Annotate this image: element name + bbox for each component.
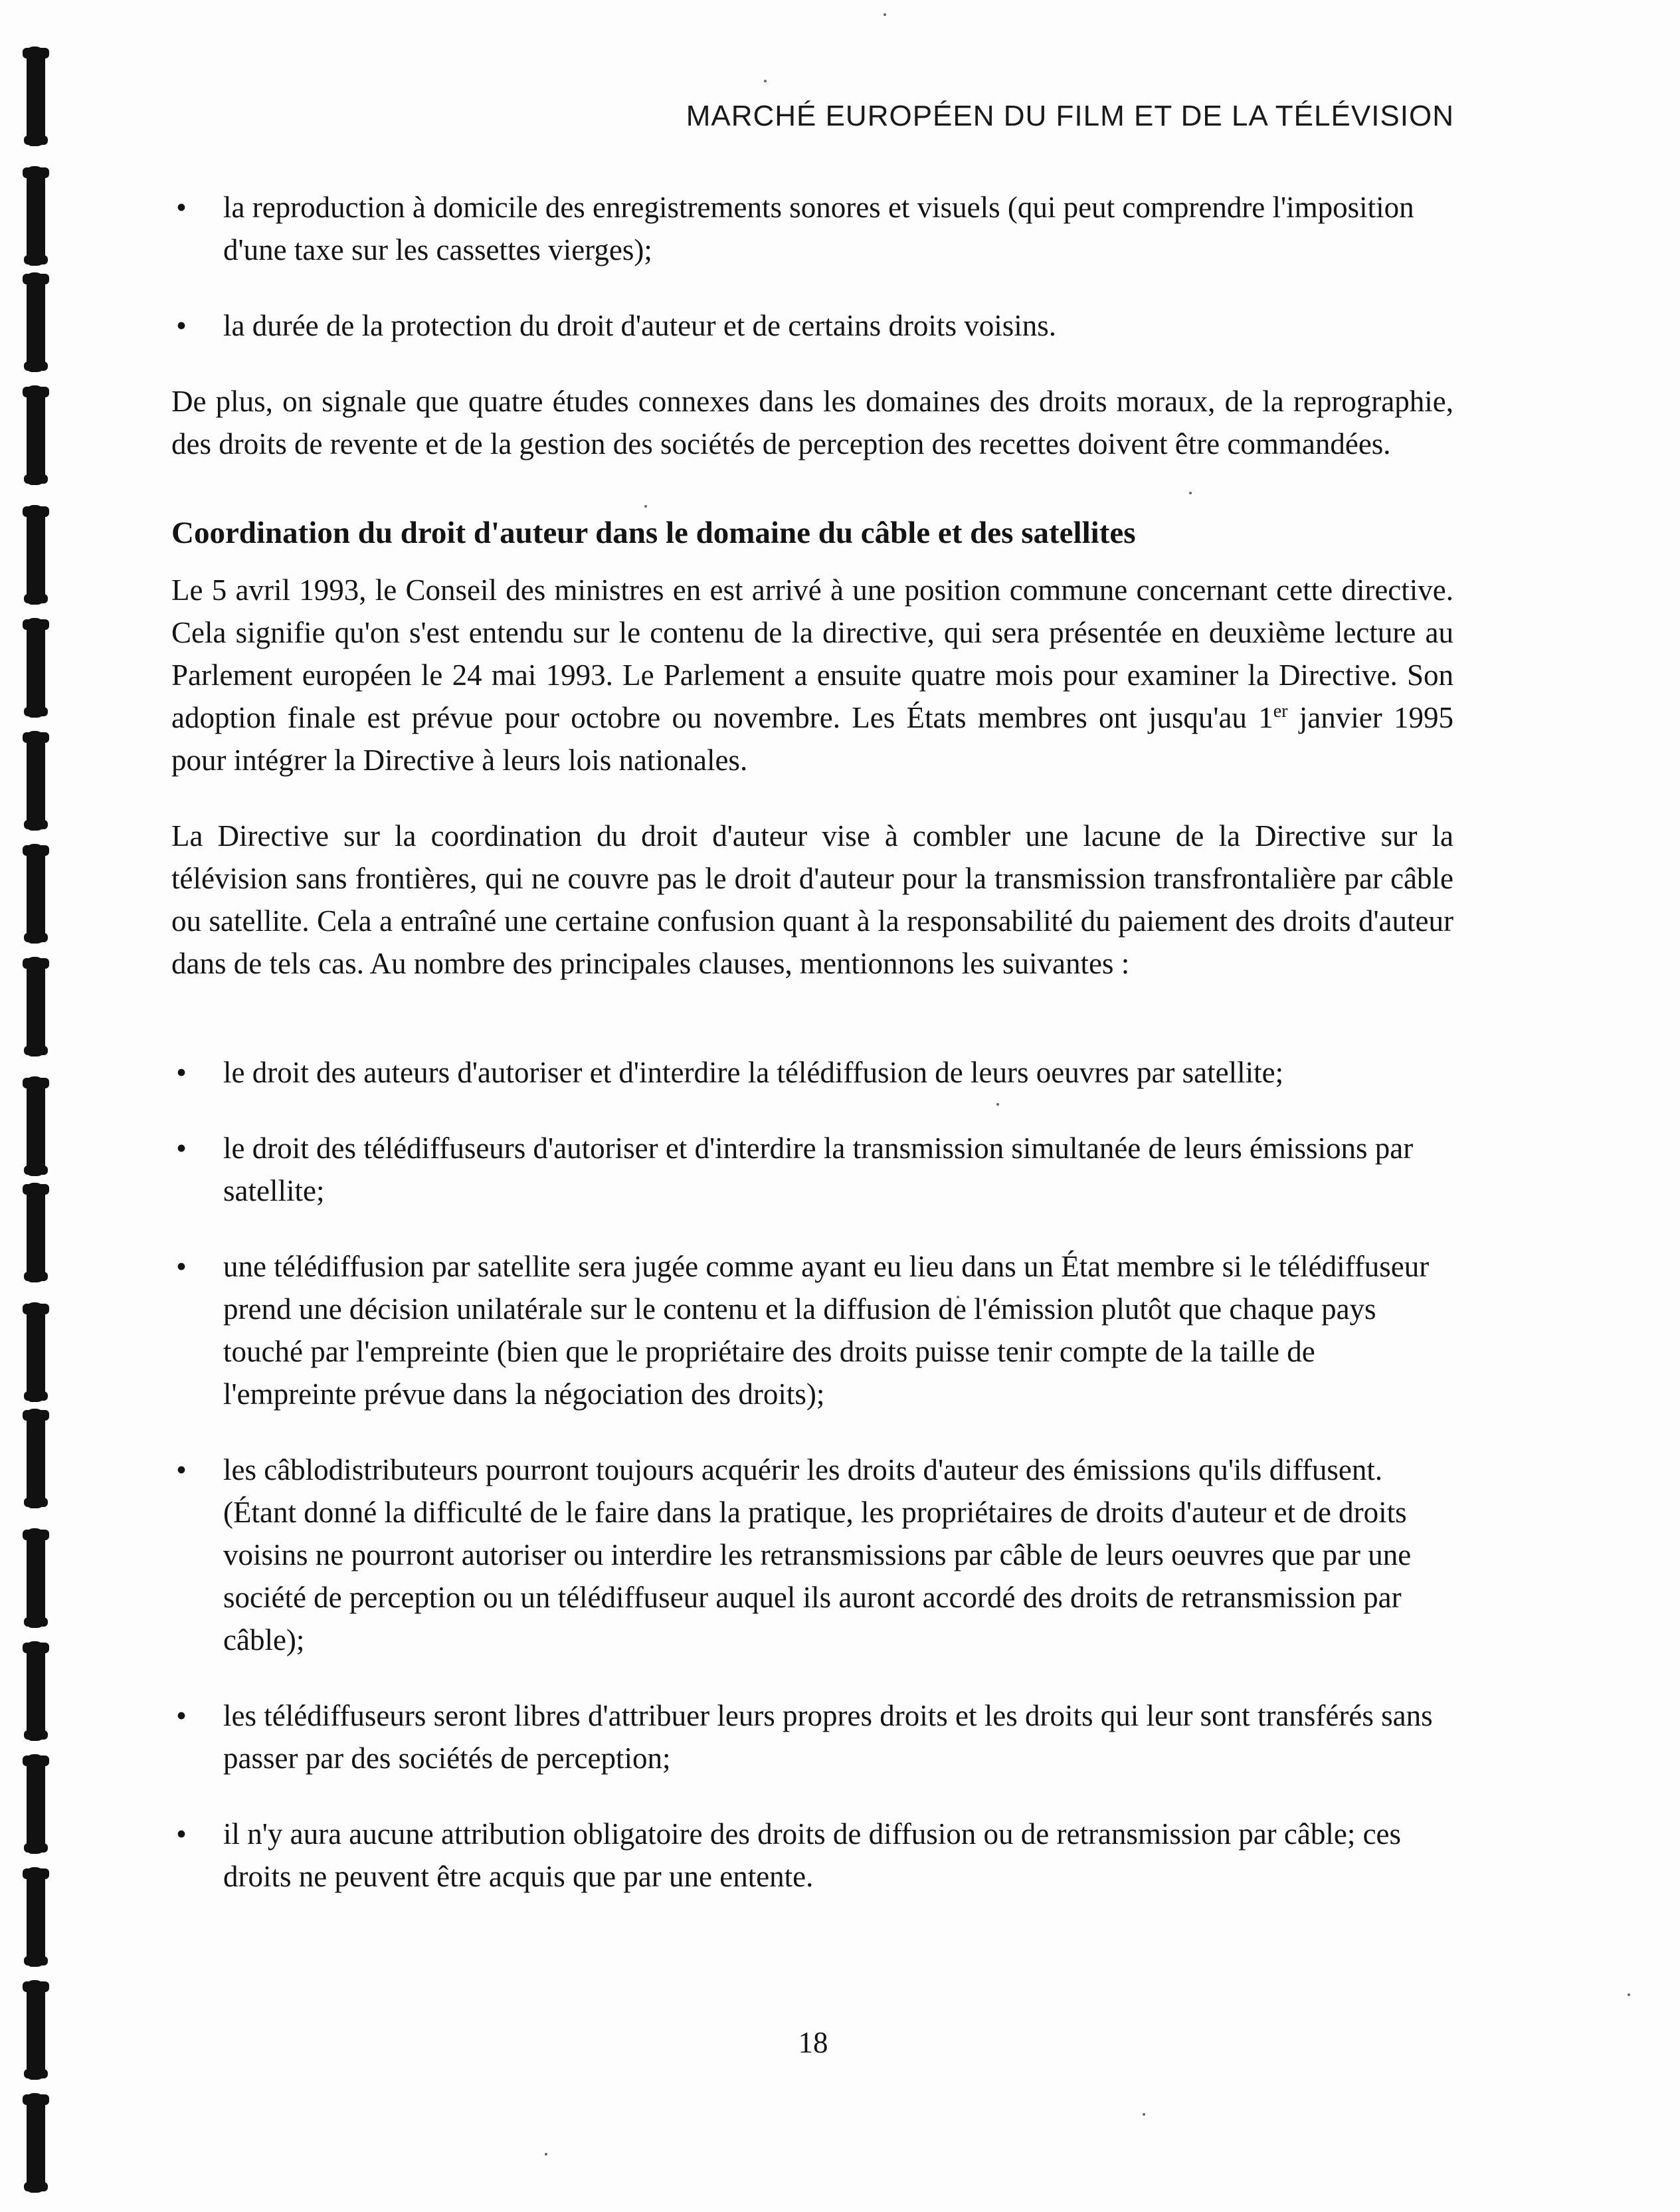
bullet-icon: • xyxy=(176,1699,187,1732)
binder-mark xyxy=(27,1641,45,1741)
paragraph: De plus, on signale que quatre études connexes dans les domaines des droits moraux, de la reprographie, des droits de revente et de la gestion des sociétés de perception des recettes doivent être commandées. xyxy=(171,385,1453,460)
paragraph-text: janvier 1995 pour intégrer la Directive à leurs lois nationales. xyxy=(171,701,1454,777)
binder-mark xyxy=(27,1302,45,1402)
list-item-text: la reproduction à domicile des enregistrements sonores et visuels (qui peut comprendre l'imposition d'une taxe sur les cassettes vierges); xyxy=(223,191,1414,266)
binder-mark xyxy=(27,731,45,831)
list-item xyxy=(171,1245,1453,1415)
running-header: MARCHÉ EUROPÉEN DU FILM ET DE LA TÉLÉVISION xyxy=(686,100,1454,132)
binder-mark xyxy=(27,1183,45,1282)
section-heading: Coordination du droit d'auteur dans le domaine du câble et des satellites xyxy=(171,516,1136,550)
binder-mark xyxy=(27,505,45,605)
binder-mark xyxy=(27,47,45,146)
binder-mark xyxy=(27,1409,45,1508)
list-item-text: le droit des auteurs d'autoriser et d'interdire la télédiffusion de leurs oeuvres par satellite; xyxy=(223,1056,1284,1089)
binder-mark xyxy=(27,618,45,718)
binder-mark xyxy=(27,844,45,944)
binder-mark xyxy=(27,1980,45,2080)
binder-mark xyxy=(27,272,45,372)
superscript: er xyxy=(1273,701,1288,722)
binder-mark xyxy=(27,166,45,266)
list-item-text: le droit des télédiffuseurs d'autoriser et d'interdire la transmission simultanée de leurs émissions par satellite; xyxy=(223,1132,1414,1207)
list-item xyxy=(171,1449,1453,1661)
list-item xyxy=(171,1813,1453,1898)
list-item-text: la durée de la protection du droit d'auteur et de certains droits voisins. xyxy=(223,309,1056,342)
binder-mark xyxy=(27,1867,45,1967)
page-number: 18 xyxy=(798,2026,828,2059)
bullet-icon: • xyxy=(176,1056,187,1089)
bullet-icon: • xyxy=(176,191,187,224)
bullet-icon: • xyxy=(176,309,187,342)
list-item-text: les câblodistributeurs pourront toujours acquérir les droits d'auteur des émissions qu'ils diffusent. (Étant donné la difficulté de le faire dans la pratique, les propriétaires de droits d'auteur et de droits voisins ne pourront autoriser ou interdire les retransmissions par câble de leurs oeuvres que par une société de perception ou un télédiffuseur auquel ils auront accordé des droits de retransmission par câble); xyxy=(223,1453,1412,1657)
paragraph xyxy=(171,569,1453,781)
paragraph: La Directive sur la coordination du droit d'auteur vise à combler une lacune de la Directive sur la télévision sans frontières, qui ne couvre pas le droit d'auteur pour la transmission transfrontalière par câble ou satellite. Cela a entraîné une certaine confusion quant à la responsabilité du paiement des droits d'auteur dans de tels cas. Au nombre des principales clauses, mentionnons les suivantes : xyxy=(171,819,1453,980)
scan-speck xyxy=(1628,1993,1630,1996)
binder-mark xyxy=(27,2093,45,2193)
bullet-icon: • xyxy=(176,1250,187,1283)
binder-mark xyxy=(27,385,45,485)
binder-mark xyxy=(27,1076,45,1176)
list-item xyxy=(171,1127,1453,1212)
binder-mark xyxy=(27,1528,45,1628)
bullet-icon: • xyxy=(176,1132,187,1165)
binder-mark xyxy=(27,957,45,1056)
list-item-text: il n'y aura aucune attribution obligatoire des droits de diffusion ou de retransmission par câble; ces droits ne peuvent être acquis que par une entente. xyxy=(223,1817,1402,1893)
list-item xyxy=(171,304,1453,347)
bullet-icon: • xyxy=(176,1817,187,1851)
bullet-list-clauses xyxy=(171,1051,1453,1898)
list-item-text: les télédiffuseurs seront libres d'attribuer leurs propres droits et les droits qui leur sont transférés sans passer par des sociétés de perception; xyxy=(223,1699,1433,1775)
bullet-list-top xyxy=(171,186,1453,347)
document-body xyxy=(171,186,1453,1931)
scan-speck xyxy=(884,13,886,16)
list-item xyxy=(171,186,1453,271)
list-item xyxy=(171,1051,1453,1094)
binder-mark xyxy=(27,1754,45,1854)
scan-speck xyxy=(1143,2113,1145,2116)
list-item-text: une télédiffusion par satellite sera jugée comme ayant eu lieu dans un État membre si le télédiffuseur prend une décision unilatérale sur le contenu et la diffusion de l'émission plutôt que chaque pays touché par l'empreinte (bien que le propriétaire des droits puisse tenir compte de la taille de l'empreinte prévue dans la négociation des droits); xyxy=(223,1250,1430,1411)
paragraph-text: Le 5 avril 1993, le Conseil des ministres en est arrivé à une position commune concernant cette directive. Cela signifie qu'on s'est entendu sur le contenu de la directive, qui sera présentée en deuxième lecture au Parlement européen le 24 mai 1993. Le Parlement a ensuite quatre mois pour examiner la Directive. Son adoption finale est prévue pour octobre ou novembre. Les États membres ont jusqu'au 1 xyxy=(171,573,1453,734)
bullet-icon: • xyxy=(176,1453,187,1486)
list-item xyxy=(171,1694,1453,1779)
scan-speck xyxy=(545,2153,547,2156)
scan-speck xyxy=(764,80,767,82)
